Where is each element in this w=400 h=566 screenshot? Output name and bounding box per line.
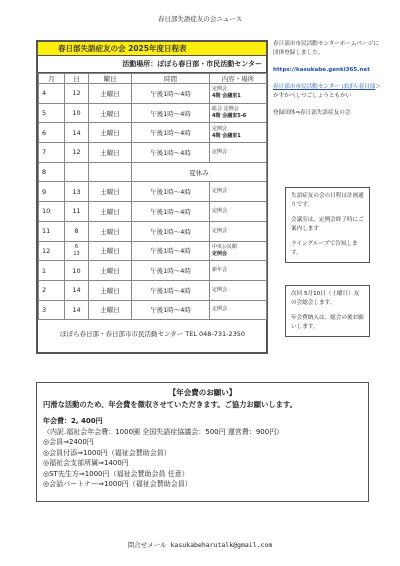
row-content	[210, 123, 267, 143]
schedule-row	[39, 300, 267, 320]
fee-title: 【年会費のお願い】	[168, 388, 237, 397]
row-time: 午後1時～4時	[132, 221, 210, 241]
row-day: 14	[65, 300, 89, 320]
fee-st-teacher: ◎ST先生方⇒1000円（福祉会賛助会員 任意）	[43, 469, 189, 478]
row-dow: 土曜日	[89, 143, 132, 163]
row-dow: 土曜日	[89, 182, 132, 202]
row-content	[210, 202, 267, 222]
row-content-main: 定例会	[212, 207, 228, 214]
row-day-second: 13	[73, 250, 80, 257]
fee-companion: ◎会員付添⇒1000円（福祉会賛助会員）	[43, 448, 171, 457]
row-content-place: 4階 会議室5-6	[212, 113, 247, 120]
col-content: 内容・場所	[210, 74, 267, 84]
row-dow: 土曜日	[89, 103, 132, 123]
schedule-header-row	[39, 74, 267, 84]
row-month: 1	[39, 261, 65, 281]
schedule-row	[39, 202, 267, 222]
row-content	[210, 182, 267, 202]
side-url-link[interactable]: https://kasukabe.genki365.net	[273, 67, 370, 73]
fee-member: ◎会員⇒2400円	[43, 438, 94, 446]
fee-box	[36, 382, 369, 502]
fee-breakdown: （内訳.福祉会年会費：1000園 全国失語症協議会：500円 運営費：900円）	[43, 427, 284, 436]
row-dow: 土曜日	[89, 280, 132, 300]
side-info	[273, 40, 383, 126]
col-time: 時間	[132, 74, 210, 84]
row-content	[210, 300, 267, 320]
row-day: 10	[65, 103, 89, 123]
row-dow	[89, 162, 132, 182]
row-day: 13	[65, 182, 89, 202]
side-path-rest: ＞かすかべしつごしょうともかい	[273, 84, 381, 99]
schedule-row	[39, 221, 267, 241]
row-day: 11	[65, 202, 89, 222]
row-time: 午後1時～4時	[132, 143, 210, 163]
schedule-grid	[38, 73, 267, 347]
row-time: 午後1時～4時	[132, 241, 210, 261]
note2-p1: 次回 5月10日（土曜日）友の会総会します。	[291, 291, 360, 306]
row-dow: 土曜日	[89, 221, 132, 241]
schedule-note-box	[285, 187, 370, 263]
row-content-main: 定例会	[212, 306, 228, 313]
row-content	[210, 103, 267, 123]
schedule-row	[39, 182, 267, 202]
contact-email: 問合せメール kasukabeharutalk@gmail.com	[127, 541, 273, 549]
row-content-main: 定例会	[212, 188, 228, 195]
row-dow: 土曜日	[89, 300, 132, 320]
row-day: 12	[65, 143, 89, 163]
row-month: 10	[39, 202, 65, 222]
col-dow: 曜日	[89, 74, 132, 84]
fee-lead: 円滑な活動のため、年会費を徴収させていただきます。ご協力お願いします。	[43, 400, 297, 409]
row-content-main: 新年会	[212, 267, 228, 274]
row-day: 8	[65, 221, 89, 241]
note1-p3: ライングループで告知します。	[291, 241, 358, 256]
schedule-venue: 活動場所：ぽぽら春日部・市民活動センター	[38, 56, 266, 73]
schedule-row	[39, 143, 267, 163]
row-day	[65, 162, 89, 182]
row-content-main: 定例会	[212, 86, 228, 93]
row-day: 14	[65, 123, 89, 143]
schedule-row	[39, 84, 267, 104]
row-content-main: 定例会	[212, 286, 228, 293]
row-month: 3	[39, 300, 65, 320]
row-day: 12	[65, 84, 89, 104]
schedule-title: 春日部失語症友の会 2025年度日程表	[38, 42, 266, 56]
schedule-row	[39, 261, 267, 281]
row-content-main: 総会 定例会	[212, 106, 239, 113]
row-time: 午後1時～4時	[132, 202, 210, 222]
row-content	[210, 261, 267, 281]
row-content-main: 定例会	[212, 148, 228, 155]
row-content-place: 4階 会議室1	[212, 93, 241, 100]
row-time: 午後1時～4時	[132, 261, 210, 281]
row-time: 午後1時～4時	[132, 123, 210, 143]
row-day: 14	[65, 280, 89, 300]
row-content-main: 定例会	[212, 227, 228, 234]
note1-p1: 失語症友の会の日程は計画通りです。	[291, 193, 364, 208]
schedule-row	[39, 162, 267, 182]
row-month: 12	[39, 241, 65, 261]
row-dow: 土曜日	[89, 84, 132, 104]
row-day	[65, 241, 89, 261]
row-day-first: 6	[74, 243, 79, 250]
row-content	[210, 84, 267, 104]
schedule-row	[39, 123, 267, 143]
col-month: 月	[39, 74, 65, 84]
schedule-row	[39, 241, 267, 261]
row-day: 10	[65, 261, 89, 281]
row-time: 午後1時～4時	[132, 84, 210, 104]
note2-p2: 年会費納入は、総会の後お願いします。	[291, 315, 364, 330]
row-month: 5	[39, 103, 65, 123]
row-month: 4	[39, 84, 65, 104]
side-group: 登録団体⇒春日部失語症友の会	[273, 110, 351, 116]
row-content	[210, 280, 267, 300]
row-time: 午後1時～4時	[132, 300, 210, 320]
row-content-main: 定例会	[212, 125, 228, 132]
note1-p2: 会議室は、定例会終了時にご案内します	[291, 217, 364, 232]
col-day: 日	[65, 74, 89, 84]
schedule-table	[36, 40, 268, 354]
row-dow: 土曜日	[89, 241, 132, 261]
row-content	[210, 143, 267, 163]
row-month: 8	[39, 162, 65, 182]
fee-total: 年会費：2, 400円	[43, 417, 103, 425]
row-content	[210, 221, 267, 241]
row-dow: 土曜日	[89, 123, 132, 143]
row-dow: 土曜日	[89, 261, 132, 281]
side-intro: 春日部市市民活動センターホームページに団体登録しました。	[273, 41, 379, 56]
fee-partner: ◎会話パートナー⇒1000円（福祉会賛助会員）	[43, 480, 192, 488]
row-month: 7	[39, 143, 65, 163]
row-month: 6	[39, 123, 65, 143]
row-month: 9	[39, 182, 65, 202]
row-time: 午後1時～4時	[132, 182, 210, 202]
side-path-link[interactable]: 春日部市市民活動センター ぽぽら春日部	[273, 84, 376, 90]
schedule-footer: ぽぽら春日部・春日部市市民活動センター TEL 048-731-2350	[59, 330, 246, 338]
row-month: 2	[39, 280, 65, 300]
schedule-row	[39, 280, 267, 300]
row-content	[210, 241, 267, 261]
newsletter-title: 春日部失語症友の会ニュース	[157, 15, 243, 23]
meeting-note-box	[285, 285, 370, 337]
row-content-place: 定例会	[212, 250, 228, 257]
row-time: 夏休み	[132, 162, 267, 182]
row-month: 11	[39, 221, 65, 241]
row-time: 午後1時～4時	[132, 280, 210, 300]
row-content-place: 4階 会議室1	[212, 132, 241, 139]
row-content-main: 中央公民館	[212, 243, 238, 250]
fee-branch: ◎福祉会支部所属⇒1400円	[43, 459, 129, 467]
row-dow: 土曜日	[89, 202, 132, 222]
row-time: 午後1時～4時	[132, 103, 210, 123]
schedule-row	[39, 103, 267, 123]
